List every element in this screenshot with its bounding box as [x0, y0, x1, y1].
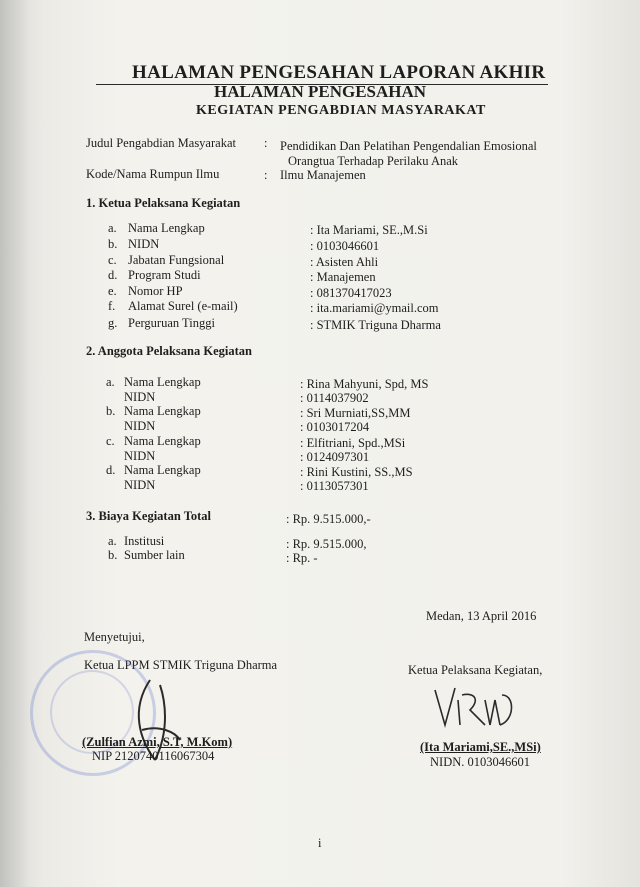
ketua-heading: 1. Ketua Pelaksana Kegiatan [86, 196, 241, 210]
ketua-row-letter: b. [108, 237, 118, 251]
anggota-name-label: Nama Lengkap [124, 434, 201, 448]
ketua-row-label: Alamat Surel (e-mail) [128, 299, 238, 313]
anggota-member-letter: a. [106, 375, 115, 389]
ketua-row-letter: c. [108, 253, 117, 267]
anggota-heading: 2. Anggota Pelaksana Kegiatan [86, 344, 252, 358]
biaya-row-letter: a. [108, 534, 117, 548]
anggota-member-letter: c. [106, 434, 115, 448]
ketua-row-letter: g. [108, 316, 118, 330]
anggota-name-value: : Sri Murniati,SS,MM [300, 406, 411, 420]
ketua-row-label: NIDN [128, 237, 160, 251]
right-signer-title: Ketua Pelaksana Kegiatan, [408, 663, 543, 677]
right-signature-drawing [430, 680, 520, 740]
left-signer-id: NIP 2120740116067304 [92, 749, 215, 763]
anggota-name-label: Nama Lengkap [124, 375, 201, 389]
title-sub: HALAMAN PENGESAHAN [214, 82, 427, 101]
biaya-row-label: Sumber lain [124, 548, 185, 562]
anggota-nidn-value: : 0124097301 [300, 450, 370, 464]
anggota-name-label: Nama Lengkap [124, 463, 201, 477]
anggota-nidn-label: NIDN [124, 478, 156, 492]
judul-label: Judul Pengabdian Masyarakat [86, 136, 236, 150]
biaya-row-value: : Rp. 9.515.000, [286, 537, 367, 551]
biaya-row-value: : Rp. - [286, 551, 318, 565]
anggota-name-value: : Elfitriani, Spd.,MSi [300, 436, 406, 450]
right-signer-name: (Ita Mariami,SE.,MSi) [420, 740, 541, 754]
ketua-row-value: : STMIK Triguna Dharma [310, 318, 441, 332]
place-date: Medan, 13 April 2016 [426, 609, 537, 623]
anggota-nidn-value: : 0113057301 [300, 479, 369, 493]
anggota-nidn-label: NIDN [124, 419, 156, 433]
biaya-row-letter: b. [108, 548, 118, 562]
ketua-row-label: Nomor HP [128, 284, 183, 298]
kode-label: Kode/Nama Rumpun Ilmu [86, 167, 220, 181]
ketua-row-value: : 081370417023 [310, 286, 392, 300]
ketua-row-value: : Ita Mariami, SE.,M.Si [310, 223, 428, 237]
biaya-row-label: Institusi [124, 534, 165, 548]
ketua-row-label: Program Studi [128, 268, 201, 282]
kode-value: Ilmu Manajemen [280, 168, 366, 182]
judul-colon: : [264, 136, 268, 150]
biaya-total: : Rp. 9.515.000,- [286, 512, 371, 526]
ketua-row-value: : Manajemen [310, 270, 376, 284]
judul-line2: Orangtua Terhadap Perilaku Anak [288, 154, 459, 168]
page-number: i [318, 836, 322, 850]
judul-line1: Pendidikan Dan Pelatihan Pengendalian Emosional [280, 139, 537, 153]
title-main: HALAMAN PENGESAHAN LAPORAN AKHIR [132, 62, 546, 83]
binding-shadow [0, 0, 30, 887]
ketua-row-value: : 0103046601 [310, 239, 380, 253]
anggota-member-letter: b. [106, 404, 116, 418]
title-kegiatan: KEGIATAN PENGABDIAN MASYARAKAT [196, 103, 486, 118]
ketua-row-label: Nama Lengkap [128, 221, 205, 235]
left-signer-title: Ketua LPPM STMIK Triguna Dharma [84, 658, 278, 672]
kode-colon: : [264, 168, 268, 182]
ketua-row-value: : ita.mariami@ymail.com [310, 301, 439, 315]
ketua-row-letter: f. [108, 299, 116, 313]
ketua-row-value: : Asisten Ahli [310, 255, 379, 269]
menyetujui-label: Menyetujui, [84, 630, 145, 644]
anggota-nidn-value: : 0114037902 [300, 391, 369, 405]
anggota-nidn-label: NIDN [124, 390, 156, 404]
anggota-name-value: : Rina Mahyuni, Spd, MS [300, 377, 429, 391]
right-signer-id: NIDN. 0103046601 [430, 755, 530, 769]
ketua-row-letter: a. [108, 221, 117, 235]
biaya-heading: 3. Biaya Kegiatan Total [86, 509, 212, 523]
anggota-nidn-value: : 0103017204 [300, 420, 370, 434]
left-signer-name: (Zulfian Azmi, S.T, M.Kom) [82, 735, 233, 749]
anggota-nidn-label: NIDN [124, 449, 156, 463]
anggota-name-value: : Rini Kustini, SS.,MS [300, 465, 413, 479]
ketua-row-letter: d. [108, 268, 118, 282]
anggota-name-label: Nama Lengkap [124, 404, 201, 418]
ketua-row-label: Jabatan Fungsional [128, 253, 225, 267]
ketua-row-label: Perguruan Tinggi [128, 316, 215, 330]
anggota-member-letter: d. [106, 463, 116, 477]
ketua-row-letter: e. [108, 284, 117, 298]
